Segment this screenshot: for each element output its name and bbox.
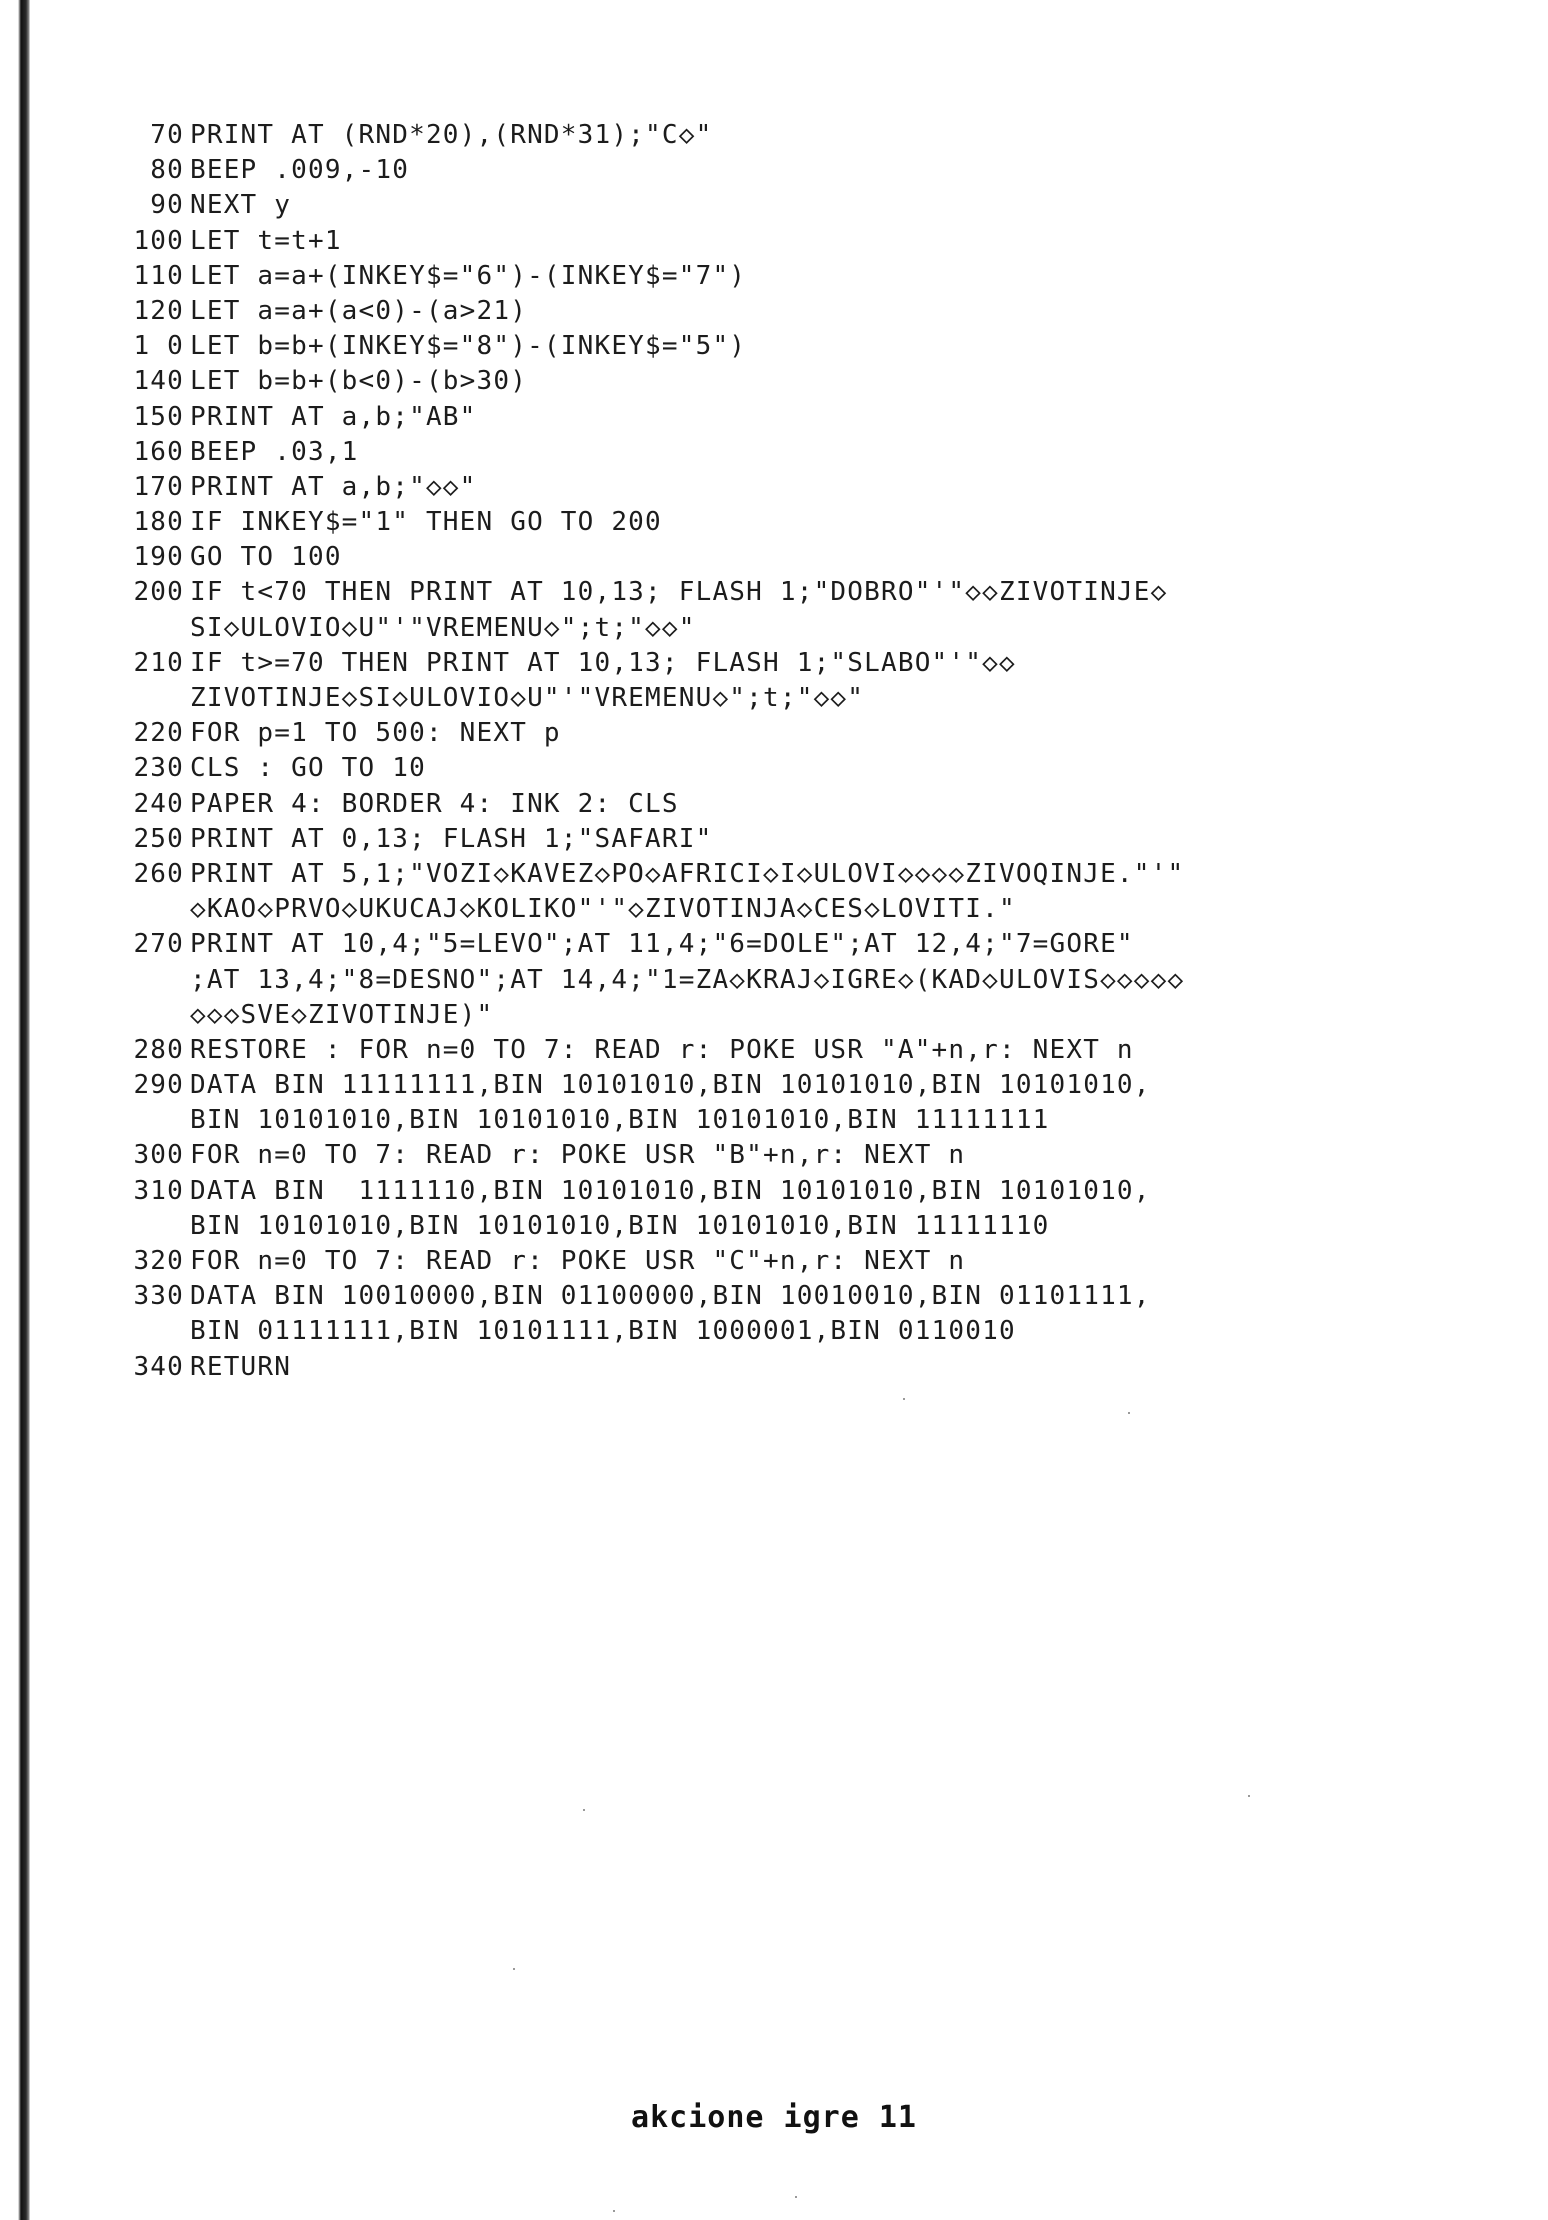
code-text: BIN 10101010,BIN 10101010,BIN 10101010,BIN 11111111 bbox=[190, 1105, 1050, 1136]
code-text: ;AT 13,4;"8=DESNO";AT 14,4;"1=ZA◇KRAJ◇IGRE◇(KAD◇ULOVIS◇◇◇◇◇ bbox=[190, 964, 1185, 995]
code-line bbox=[94, 329, 1494, 364]
code-text: GO TO 100 bbox=[190, 542, 342, 573]
paper-speck bbox=[613, 2210, 615, 2212]
line-number: 200 bbox=[133, 577, 184, 608]
page-binding-edge bbox=[0, 0, 30, 2220]
code-line bbox=[94, 364, 1494, 399]
code-text: IF t>=70 THEN PRINT AT 10,13; FLASH 1;"SLABO"'"◇◇ bbox=[190, 647, 1016, 678]
code-text: PRINT AT 10,4;"5=LEVO";AT 11,4;"6=DOLE";AT 12,4;"7=GORE" bbox=[190, 929, 1134, 960]
line-number: 220 bbox=[133, 718, 184, 749]
code-text: PRINT AT a,b;"◇◇" bbox=[190, 471, 477, 502]
line-number: 260 bbox=[133, 858, 184, 889]
code-line bbox=[94, 1068, 1494, 1103]
code-text: CLS : GO TO 10 bbox=[190, 753, 426, 784]
code-line bbox=[94, 575, 1494, 610]
line-number: 340 bbox=[133, 1351, 184, 1382]
line-number: 80 bbox=[150, 155, 184, 186]
code-line bbox=[94, 118, 1494, 153]
line-number: 330 bbox=[133, 1281, 184, 1312]
code-line bbox=[94, 1244, 1494, 1279]
line-number: 310 bbox=[133, 1175, 184, 1206]
code-text: ZIVOTINJE◇SI◇ULOVIO◇U"'"VREMENU◇";t;"◇◇" bbox=[190, 683, 865, 713]
code-text: IF INKEY$="1" THEN GO TO 200 bbox=[190, 507, 662, 538]
code-continuation-line bbox=[94, 1103, 1494, 1138]
code-text: LET b=b+(INKEY$="8")-(INKEY$="5") bbox=[190, 331, 747, 362]
code-continuation-line bbox=[94, 998, 1494, 1033]
code-line bbox=[94, 822, 1494, 857]
code-continuation-line bbox=[94, 1209, 1494, 1244]
line-number: 250 bbox=[133, 823, 184, 854]
line-number: 150 bbox=[133, 401, 184, 432]
code-line bbox=[94, 1033, 1494, 1068]
code-continuation-line bbox=[94, 611, 1494, 646]
code-line bbox=[94, 1279, 1494, 1314]
line-number: 300 bbox=[133, 1140, 184, 1171]
code-line bbox=[94, 259, 1494, 294]
code-text: PAPER 4: BORDER 4: INK 2: CLS bbox=[190, 788, 679, 819]
code-line bbox=[94, 470, 1494, 505]
code-text: DATA BIN 1111110,BIN 10101010,BIN 10101010,BIN 10101010, bbox=[190, 1175, 1151, 1206]
line-number: 160 bbox=[133, 436, 184, 467]
code-text: LET t=t+1 bbox=[190, 225, 342, 256]
code-text: FOR n=0 TO 7: READ r: POKE USR "C"+n,r: NEXT n bbox=[190, 1246, 966, 1276]
code-line bbox=[94, 857, 1494, 892]
code-text: RESTORE : FOR n=0 TO 7: READ r: POKE USR "A"+n,r: NEXT n bbox=[190, 1034, 1134, 1065]
code-line bbox=[94, 716, 1494, 751]
code-text: BIN 01111111,BIN 10101111,BIN 1000001,BIN 0110010 bbox=[190, 1316, 1016, 1347]
footer-label: akcione igre 11 bbox=[631, 2100, 917, 2135]
paper-speck bbox=[1128, 1412, 1130, 1414]
code-line bbox=[94, 927, 1494, 962]
code-line bbox=[94, 1350, 1494, 1385]
paper-speck bbox=[1248, 1795, 1250, 1797]
code-line bbox=[94, 1138, 1494, 1173]
code-line bbox=[94, 1174, 1494, 1209]
paper-speck bbox=[795, 2196, 797, 2198]
line-number: 140 bbox=[133, 366, 184, 397]
code-continuation-line bbox=[94, 963, 1494, 998]
line-number: 170 bbox=[133, 471, 184, 502]
code-text: FOR n=0 TO 7: READ r: POKE USR "B"+n,r: NEXT n bbox=[190, 1140, 966, 1171]
code-text: LET a=a+(INKEY$="6")-(INKEY$="7") bbox=[190, 260, 747, 291]
code-text: BIN 10101010,BIN 10101010,BIN 10101010,BIN 11111110 bbox=[190, 1210, 1050, 1241]
line-number: 230 bbox=[133, 753, 184, 784]
line-number: 180 bbox=[133, 507, 184, 538]
paper-speck bbox=[583, 1809, 585, 1811]
line-number: 120 bbox=[133, 295, 184, 326]
line-number: 240 bbox=[133, 788, 184, 819]
code-text: LET a=a+(a<0)-(a>21) bbox=[190, 295, 528, 326]
code-text: PRINT AT 0,13; FLASH 1;"SAFARI" bbox=[190, 823, 713, 854]
code-text: DATA BIN 11111111,BIN 10101010,BIN 10101010,BIN 10101010, bbox=[190, 1070, 1151, 1101]
code-line bbox=[94, 435, 1494, 470]
line-number: 90 bbox=[150, 190, 184, 221]
line-number: 270 bbox=[133, 929, 184, 960]
code-continuation-line bbox=[94, 1314, 1494, 1349]
code-text: LET b=b+(b<0)-(b>30) bbox=[190, 366, 528, 397]
code-line bbox=[94, 400, 1494, 435]
code-text: FOR p=1 TO 500: NEXT p bbox=[190, 718, 561, 749]
code-line bbox=[94, 505, 1494, 540]
code-text: BEEP .009,-10 bbox=[190, 155, 410, 186]
basic-program-listing bbox=[94, 118, 1494, 1385]
code-text: RETURN bbox=[190, 1351, 292, 1382]
code-text: IF t<70 THEN PRINT AT 10,13; FLASH 1;"DOBRO"'"◇◇ZIVOTINJE◇ bbox=[190, 577, 1168, 608]
code-continuation-line bbox=[94, 681, 1494, 716]
code-text: ◇◇◇SVE◇ZIVOTINJE)" bbox=[190, 999, 494, 1030]
code-text: ◇KAO◇PRVO◇UKUCAJ◇KOLIKO"'"◇ZIVOTINJA◇CES◇LOVITI." bbox=[190, 894, 1016, 925]
code-line bbox=[94, 540, 1494, 575]
code-text: SI◇ULOVIO◇U"'"VREMENU◇";t;"◇◇" bbox=[190, 612, 696, 643]
code-line bbox=[94, 294, 1494, 329]
code-line bbox=[94, 153, 1494, 188]
code-line bbox=[94, 646, 1494, 681]
line-number: 290 bbox=[133, 1070, 184, 1101]
paper-speck bbox=[513, 1968, 515, 1970]
code-text: PRINT AT a,b;"AB" bbox=[190, 401, 477, 432]
code-text: PRINT AT (RND*20),(RND*31);"C◇" bbox=[190, 120, 713, 150]
code-text: NEXT y bbox=[190, 190, 292, 221]
line-number: 320 bbox=[133, 1246, 184, 1276]
code-line bbox=[94, 751, 1494, 786]
code-continuation-line bbox=[94, 892, 1494, 927]
code-text: DATA BIN 10010000,BIN 01100000,BIN 10010010,BIN 01101111, bbox=[190, 1281, 1151, 1312]
code-text: PRINT AT 5,1;"VOZI◇KAVEZ◇PO◇AFRICI◇I◇ULOVI◇◇◇◇ZIVOQINJE."'" bbox=[190, 858, 1185, 889]
line-number: 280 bbox=[133, 1034, 184, 1065]
page-footer bbox=[0, 2100, 1548, 2135]
code-line bbox=[94, 188, 1494, 223]
line-number: 110 bbox=[133, 260, 184, 291]
paper-speck bbox=[903, 1398, 905, 1400]
line-number: 190 bbox=[133, 542, 184, 573]
code-text: BEEP .03,1 bbox=[190, 436, 359, 467]
line-number: 100 bbox=[133, 225, 184, 256]
code-line bbox=[94, 787, 1494, 822]
code-line bbox=[94, 224, 1494, 259]
line-number: 70 bbox=[150, 120, 184, 150]
line-number: 210 bbox=[133, 647, 184, 678]
line-number: 1 0 bbox=[133, 331, 184, 362]
